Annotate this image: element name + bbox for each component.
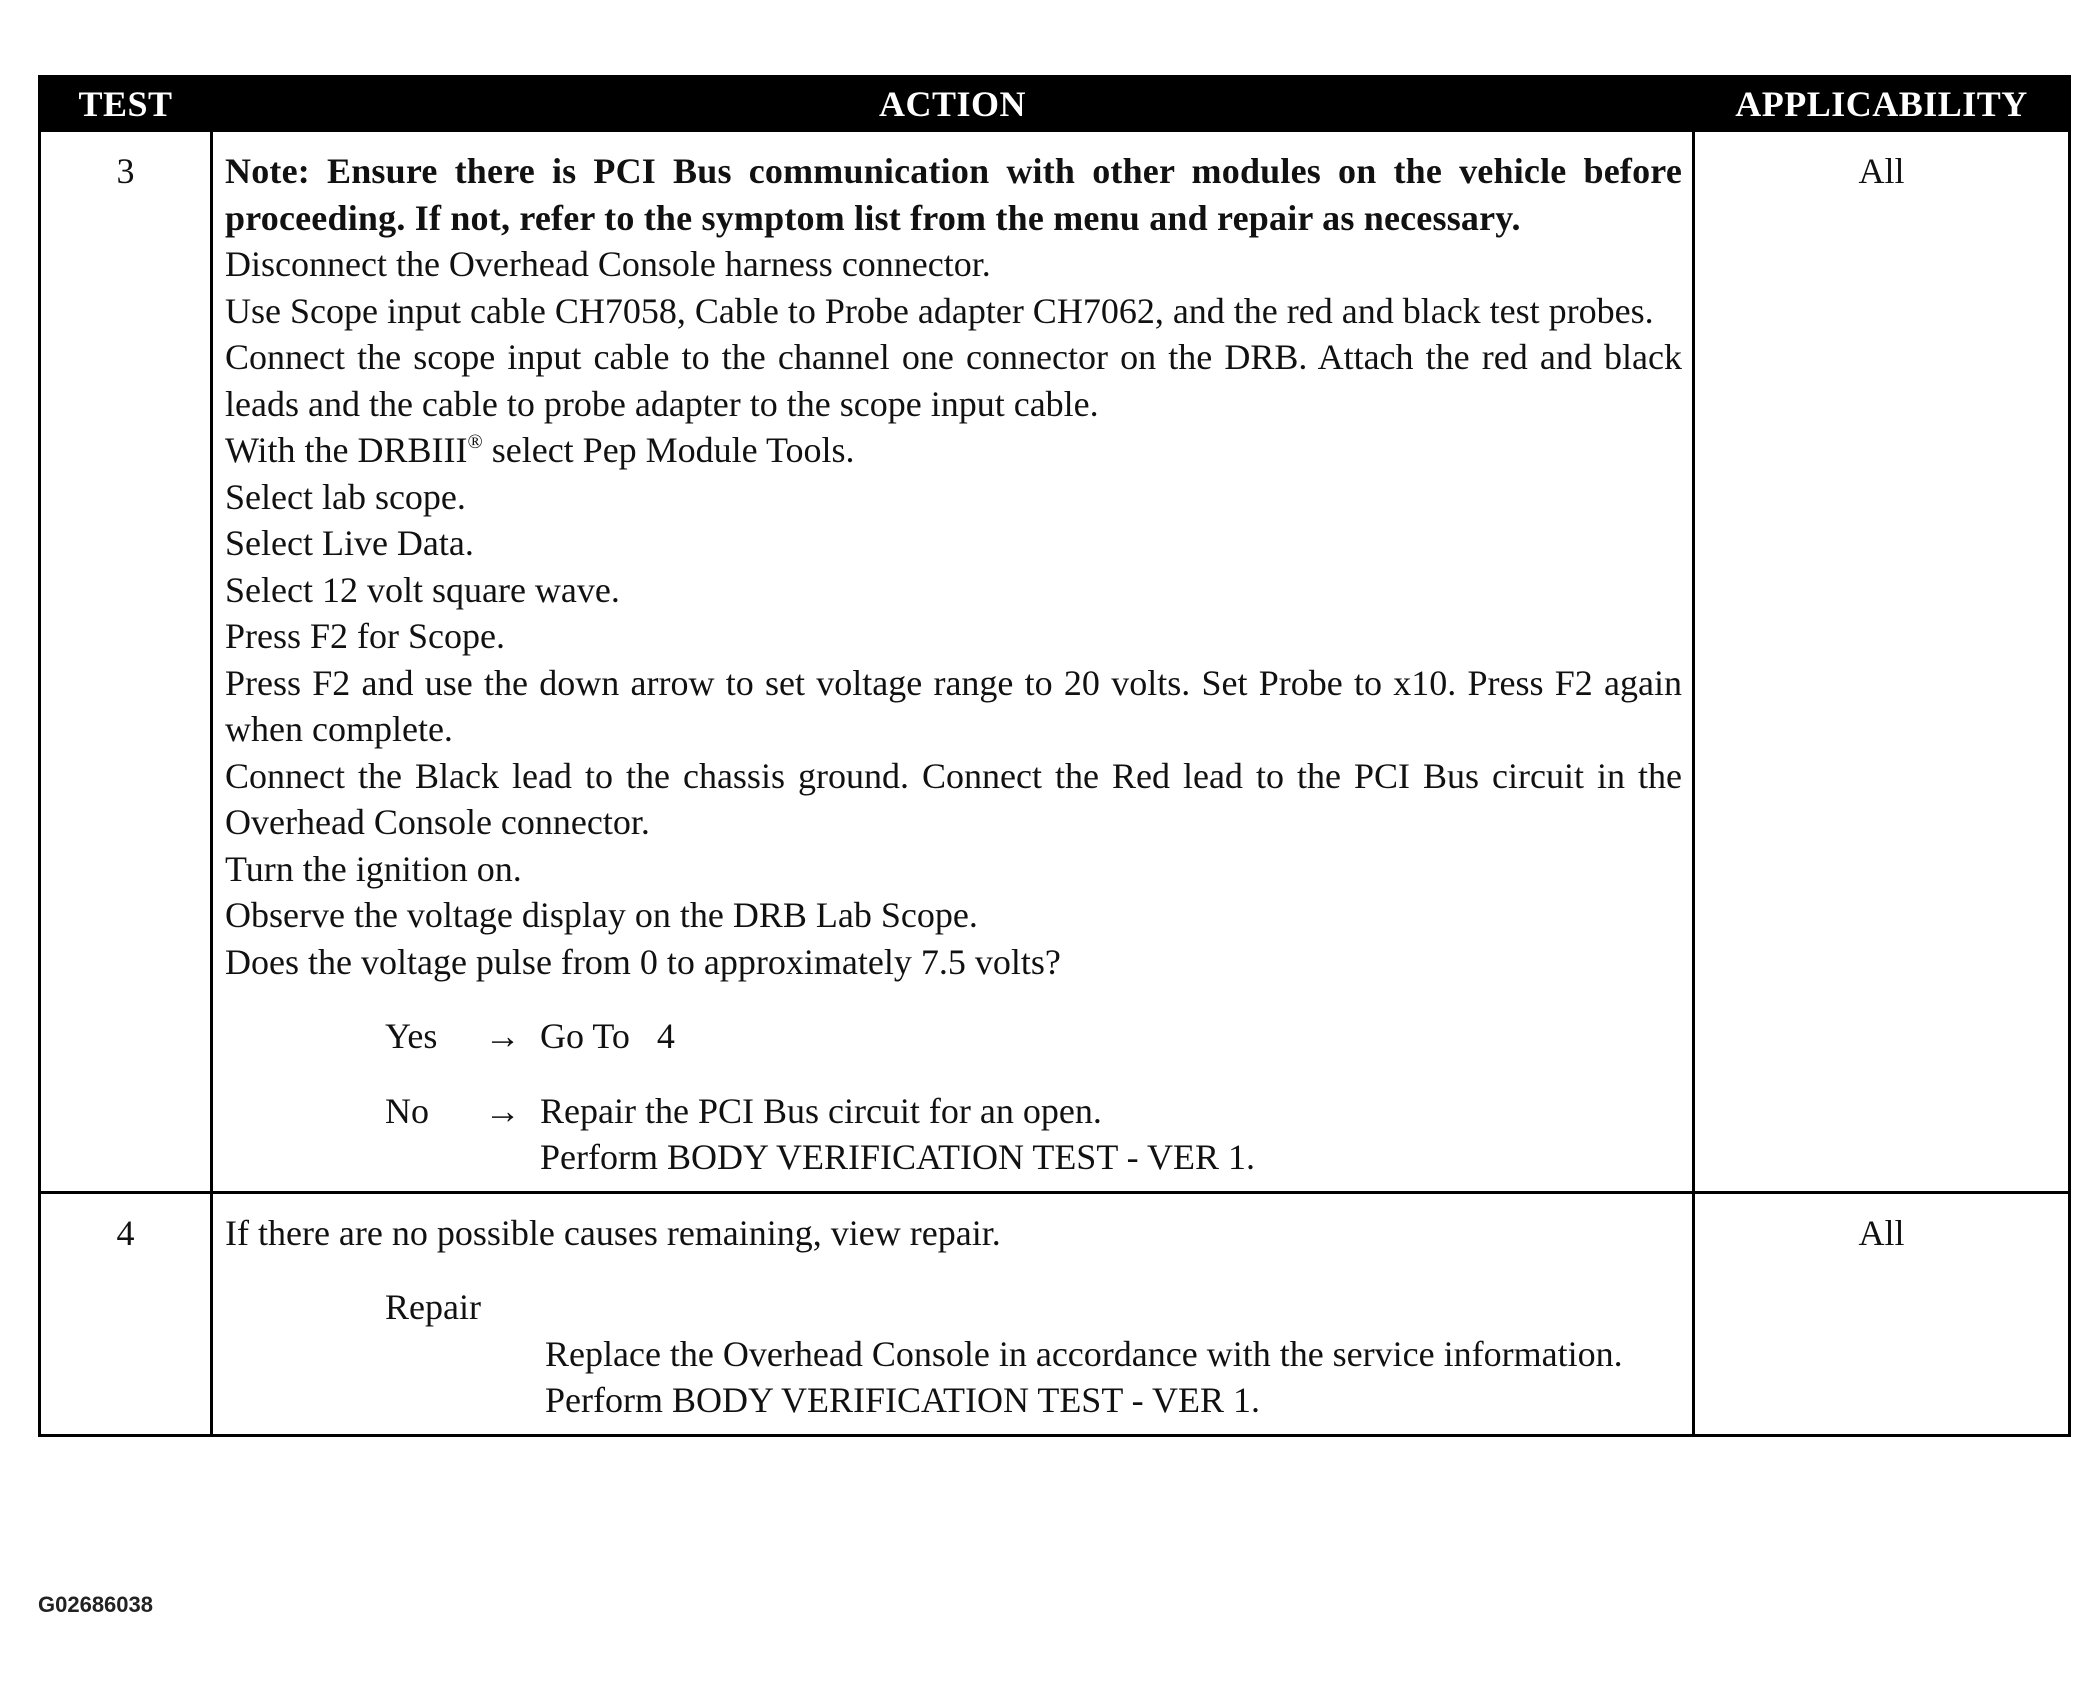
repair-label: Repair	[385, 1287, 481, 1327]
yes-destination: Go To 4	[540, 1016, 675, 1056]
header-applicability: APPLICABILITY	[1694, 77, 2070, 131]
table-header-row	[40, 77, 2070, 131]
no-label: No	[385, 1090, 429, 1131]
action-step-text-tail: select Pep Module Tools.	[482, 430, 855, 470]
right-arrow-icon: →	[484, 1016, 521, 1056]
diagnostic-test-table	[38, 75, 2071, 1437]
action-step: Observe the voltage display on the DRB Lab Scope.	[225, 895, 978, 935]
header-test: TEST	[40, 77, 212, 131]
yes-label: Yes	[385, 1016, 438, 1056]
action-step: Connect the scope input cable to the channel one connector on the DRB. Attach the red and black leads and the cable to probe adapter to the scope input cable.	[225, 337, 1682, 424]
action-step: If there are no possible causes remaining, view repair.	[225, 1212, 1001, 1253]
action-step: Press F2 for Scope.	[225, 616, 505, 656]
repair-line: Perform BODY VERIFICATION TEST - VER 1.	[545, 1380, 1261, 1420]
action-step: Select Live Data.	[225, 523, 474, 563]
action-step: Connect the Black lead to the chassis ground. Connect the Red lead to the PCI Bus circuit in the Overhead Console connector.	[225, 755, 1682, 842]
action-cell	[212, 131, 1694, 1193]
repair-line: Replace the Overhead Console in accordance with the service information.	[545, 1333, 1623, 1374]
no-destination	[540, 1088, 1682, 1181]
test-number: 3	[40, 131, 212, 1193]
note-text: Note: Ensure there is PCI Bus communication with other modules on the vehicle before proceeding. If not, refer to the symptom list from the menu and repair as necessary.	[225, 151, 1682, 238]
action-step: Disconnect the Overhead Console harness connector.	[225, 244, 991, 284]
table-row	[40, 1192, 2070, 1435]
table-row	[40, 131, 2070, 1193]
action-step: Turn the ignition on.	[225, 848, 522, 889]
test-number: 4	[40, 1192, 212, 1435]
action-step: Press F2 and use the down arrow to set voltage range to 20 volts. Set Probe to x10. Press F2 again when complete.	[225, 662, 1682, 749]
no-destination-line: Perform BODY VERIFICATION TEST - VER 1.	[540, 1137, 1256, 1177]
action-step-text: With the DRBIII	[225, 430, 468, 470]
action-cell	[212, 1192, 1694, 1435]
action-step: Use Scope input cable CH7058, Cable to Probe adapter CH7062, and the red and black test probes.	[225, 290, 1654, 331]
right-arrow-icon: →	[484, 1090, 521, 1131]
action-step: Select 12 volt square wave.	[225, 569, 620, 610]
branch-yes	[385, 1013, 1682, 1060]
branch-no	[385, 1088, 1682, 1181]
header-action: ACTION	[212, 77, 1694, 131]
no-destination-line: Repair the PCI Bus circuit for an open.	[540, 1090, 1102, 1131]
question-text: Does the voltage pulse from 0 to approximately 7.5 volts?	[225, 941, 1061, 982]
figure-code: G02686038	[38, 1592, 153, 1617]
action-step: Select lab scope.	[225, 476, 466, 517]
applicability-value: All	[1694, 1192, 2070, 1435]
repair-instructions	[545, 1331, 1682, 1424]
registered-mark: ®	[467, 431, 483, 453]
applicability-value: All	[1694, 131, 2070, 1193]
action-step	[225, 427, 1682, 474]
